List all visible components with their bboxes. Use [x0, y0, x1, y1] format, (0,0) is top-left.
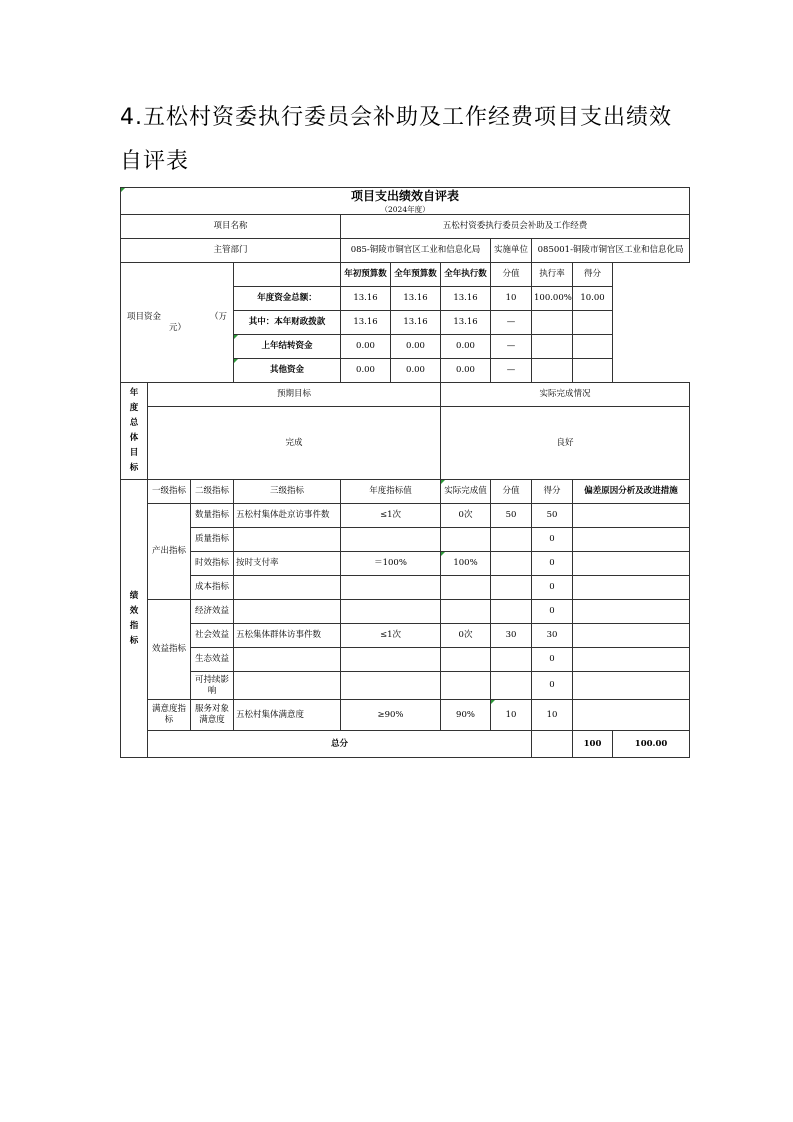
ind-score: 0: [532, 528, 573, 552]
ind-reason: [573, 624, 690, 648]
table-title: 项目支出绩效自评表: [121, 188, 690, 205]
indicator-label: [121, 480, 148, 758]
ind-l3: [234, 600, 341, 624]
funds-cell: 0.00: [341, 335, 391, 359]
page-heading: 4.五松村资委执行委员会补助及工作经费项目支出绩效自评表: [120, 105, 672, 174]
ind-score-max: 50: [491, 504, 532, 528]
dept-label: 主管部门: [121, 239, 341, 263]
ind-l2: 生态效益: [191, 648, 234, 672]
ind-l3: 五松集体群体访事件数: [234, 624, 341, 648]
funds-cell: 0.00: [341, 359, 391, 383]
ind-reason: [573, 504, 690, 528]
ind-score: 30: [532, 624, 573, 648]
ind-reason: [573, 576, 690, 600]
ind-l2: 社会效益: [191, 624, 234, 648]
funds-cell: 13.16: [441, 287, 491, 311]
ind-actual: 0次: [441, 624, 491, 648]
ind-target: [341, 648, 441, 672]
ind-score: 0: [532, 552, 573, 576]
ind-l2: 数量指标: [191, 504, 234, 528]
funds-header-blank: [234, 263, 341, 287]
funds-cell: —: [491, 311, 532, 335]
funds-cell: 13.16: [341, 287, 391, 311]
funds-row-label: 其他资金: [234, 359, 341, 383]
indicator-label-text: 绩效指标: [129, 590, 139, 646]
funds-label-c: 元）: [169, 322, 187, 333]
goal-label-text: 年度总体目标: [129, 388, 139, 473]
funds-cell: [532, 311, 573, 335]
funds-header: 分值: [491, 263, 532, 287]
ind-actual: 100%: [441, 552, 491, 576]
total-label: 总分: [148, 731, 532, 758]
ind-header: 年度指标值: [341, 480, 441, 504]
funds-cell: [573, 311, 613, 335]
ind-score-max: [491, 600, 532, 624]
ind-header: 三级指标: [234, 480, 341, 504]
ind-l2: 质量指标: [191, 528, 234, 552]
goal-actual-header: 实际完成情况: [441, 383, 690, 407]
funds-cell: 0.00: [391, 335, 441, 359]
ind-actual: [441, 528, 491, 552]
ind-actual: [441, 672, 491, 700]
funds-label: [121, 263, 234, 383]
ind-l3: 五松村集体赴京访事件数: [234, 504, 341, 528]
funds-cell: 0.00: [441, 335, 491, 359]
ind-target: [341, 576, 441, 600]
ind-header: 一级指标: [148, 480, 191, 504]
ind-score-max: [491, 576, 532, 600]
ind-target: ≤1次: [341, 504, 441, 528]
ind-l3: 按时支付率: [234, 552, 341, 576]
goal-label: [121, 383, 148, 480]
funds-cell: —: [491, 335, 532, 359]
ind-score: 0: [532, 600, 573, 624]
total-max: 100: [573, 731, 613, 758]
ind-score: 50: [532, 504, 573, 528]
funds-cell: [532, 359, 573, 383]
funds-header: 得分: [573, 263, 613, 287]
ind-group-benefit: 效益指标: [148, 600, 191, 700]
funds-label-b: （万: [209, 311, 227, 322]
ind-l2: 成本指标: [191, 576, 234, 600]
ind-actual: 90%: [441, 700, 491, 731]
ind-score: 0: [532, 672, 573, 700]
ind-l3: [234, 648, 341, 672]
ind-l2: 经济效益: [191, 600, 234, 624]
ind-target: ≥90%: [341, 700, 441, 731]
ind-reason: [573, 700, 690, 731]
ind-l3: [234, 576, 341, 600]
project-name-value: 五松村资委执行委员会补助及工作经费: [341, 215, 690, 239]
ind-reason: [573, 528, 690, 552]
funds-header: 执行率: [532, 263, 573, 287]
funds-header: 全年预算数: [391, 263, 441, 287]
ind-l2: 服务对象满意度: [191, 700, 234, 731]
funds-cell: 10: [491, 287, 532, 311]
total-score: 100.00: [613, 731, 690, 758]
impl-value: 085001-铜陵市铜官区工业和信息化局: [532, 239, 690, 263]
funds-cell: [573, 335, 613, 359]
funds-header: 年初预算数: [341, 263, 391, 287]
ind-score-max: [491, 672, 532, 700]
impl-label: 实施单位: [491, 239, 532, 263]
ind-score: 0: [532, 648, 573, 672]
funds-cell: [573, 359, 613, 383]
funds-cell: —: [491, 359, 532, 383]
ind-header: 分值: [491, 480, 532, 504]
ind-actual: [441, 600, 491, 624]
ind-reason: [573, 672, 690, 700]
funds-cell: 13.16: [391, 311, 441, 335]
ind-reason: [573, 600, 690, 624]
dept-value: 085-铜陵市铜官区工业和信息化局: [341, 239, 491, 263]
ind-target: [341, 672, 441, 700]
funds-cell: 100.00%: [532, 287, 573, 311]
ind-score-max: [491, 552, 532, 576]
ind-l3: [234, 672, 341, 700]
ind-l2: 可持续影响: [191, 672, 234, 700]
performance-table: [120, 187, 690, 758]
ind-score-max: 10: [491, 700, 532, 731]
ind-l2: 时效指标: [191, 552, 234, 576]
ind-target: [341, 600, 441, 624]
funds-cell: 13.16: [441, 311, 491, 335]
ind-actual: [441, 648, 491, 672]
ind-score-max: [491, 648, 532, 672]
funds-cell: 0.00: [391, 359, 441, 383]
ind-score-max: [491, 528, 532, 552]
ind-score: 10: [532, 700, 573, 731]
goal-expected-header: 预期目标: [148, 383, 441, 407]
table-year: （2024年度）: [121, 204, 690, 215]
ind-header: 得分: [532, 480, 573, 504]
ind-l3: [234, 528, 341, 552]
funds-label-a: 项目资金: [127, 311, 162, 322]
ind-target: ≤1次: [341, 624, 441, 648]
ind-header: 二级指标: [191, 480, 234, 504]
funds-cell: 13.16: [391, 287, 441, 311]
ind-target: [341, 528, 441, 552]
funds-cell: [532, 335, 573, 359]
ind-actual: 0次: [441, 504, 491, 528]
ind-l3: 五松村集体满意度: [234, 700, 341, 731]
funds-cell: 0.00: [441, 359, 491, 383]
ind-target: ＝100%: [341, 552, 441, 576]
ind-reason: [573, 648, 690, 672]
funds-row-label: 年度资金总额：: [234, 287, 341, 311]
funds-row-label: 上年结转资金: [234, 335, 341, 359]
total-blank: [532, 731, 573, 758]
ind-actual: [441, 576, 491, 600]
funds-cell: 13.16: [341, 311, 391, 335]
funds-cell: 10.00: [573, 287, 613, 311]
funds-row-label: 其中：本年财政拨款: [234, 311, 341, 335]
funds-header: 全年执行数: [441, 263, 491, 287]
goal-actual: 良好: [441, 407, 690, 480]
project-name-label: 项目名称: [121, 215, 341, 239]
ind-header: 偏差原因分析及改进措施: [573, 480, 690, 504]
ind-header: 实际完成值: [441, 480, 491, 504]
ind-group-output: 产出指标: [148, 504, 191, 600]
ind-score: 0: [532, 576, 573, 600]
ind-reason: [573, 552, 690, 576]
goal-expected: 完成: [148, 407, 441, 480]
ind-score-max: 30: [491, 624, 532, 648]
ind-group-satisfaction: 满意度指标: [148, 700, 191, 731]
